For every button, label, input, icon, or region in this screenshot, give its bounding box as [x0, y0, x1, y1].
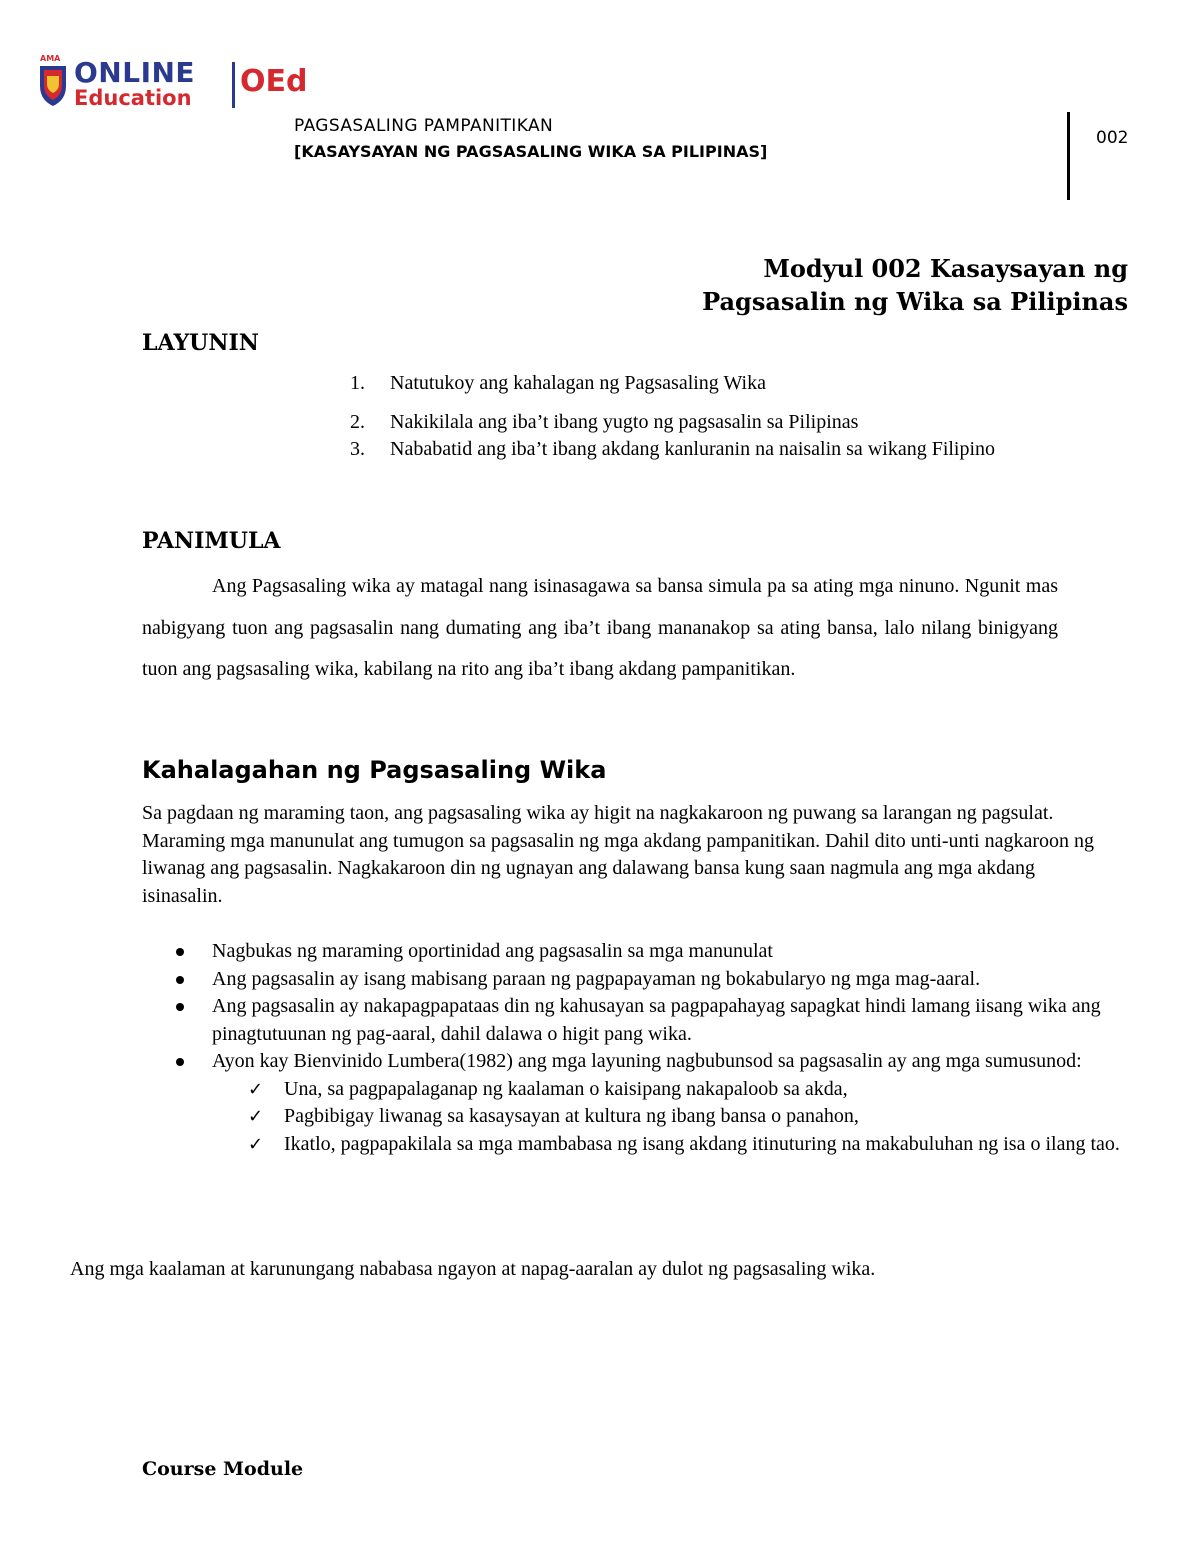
header-title: [KASAYSAYAN NG PAGSASALING WIKA SA PILIPINAS]	[294, 142, 768, 161]
objective-text: Nakikilala ang iba’t ibang yugto ng pagsasalin sa Pilipinas	[390, 411, 859, 433]
logo-online-text: ONLINE	[74, 56, 196, 89]
objective-item	[350, 409, 1080, 436]
bullet-dot-icon	[176, 1058, 184, 1066]
panimula-heading: PANIMULA	[142, 528, 281, 554]
kahalagahan-bullet-list	[142, 938, 1132, 1158]
objective-item	[350, 436, 1080, 463]
bullet-item	[142, 938, 1132, 966]
bullet-dot-icon	[176, 1003, 184, 1011]
bullet-text: Ang pagsasalin ay isang mabisang paraan ng pagpapayaman ng bokabularyo ng mga mag-aaral.	[212, 967, 981, 990]
bullet-dot-icon	[176, 976, 184, 984]
closing-statement: Ang mga kaalaman at karunungang nababasa ngayon at napag-aaralan ay dulot ng pagsasaling wika.	[70, 1258, 876, 1280]
check-item	[212, 1076, 1132, 1104]
kahalagahan-paragraph: Sa pagdaan ng maraming taon, ang pagsasaling wika ay higit na nagkakaroon ng puwang sa larangan ng pagsulat. Maraming mga manunulat ang tumugon sa pagsasalin ng mga akdang pampanitikan. Dahil dito unti-unti nagkaroon ng liwanag ang pagsasalin. Nagkakaroon din ng ugnayan ang dalawang bansa kung saan nagmula ang mga akdang isinasalin.	[142, 802, 1095, 907]
check-item	[212, 1131, 1132, 1159]
check-item	[212, 1103, 1132, 1131]
checkmark-icon: ✓	[248, 1133, 264, 1155]
objectives-list	[350, 370, 1080, 463]
footer-course-module: Course Module	[142, 1458, 304, 1480]
objective-text: Nababatid ang iba’t ibang akdang kanluranin na naisalin sa wikang Filipino	[390, 438, 996, 460]
shield-crest-icon	[38, 62, 68, 108]
bullet-item	[142, 966, 1132, 994]
bullet-text: Ang pagsasalin ay nakapagpapataas din ng kahusayan sa pagpapahayag sapagkat hindi lamang iisang wika ang pinagtutuunan ng pag-aaral, dahil dalawa o higit pang wika.	[212, 995, 1101, 1045]
panimula-paragraph: Ang Pagsasaling wika ay matagal nang isinasagawa sa bansa simula pa sa ating mga ninuno. Ngunit mas nabigyang tuon ang pagsasalin nang dumating ang iba’t ibang mananakop sa ating bansa, lalo nilang binigyang tuon ang pagsasaling wika, kabilang na rito ang iba’t ibang akdang pampanitikan.	[142, 575, 1058, 680]
check-text: Una, sa pagpapalaganap ng kaalaman o kaisipang nakapaloob sa akda,	[284, 1077, 848, 1100]
check-text: Ikatlo, pagpapakilala sa mga mambabasa ng isang akdang itinuturing na makabuluhan ng isa o ilang tao.	[284, 1132, 1120, 1155]
bullet-item	[142, 1048, 1132, 1158]
logo-oed-text: OEd	[240, 64, 308, 99]
objective-number: 1.	[350, 372, 365, 394]
bullet-text: Ayon kay Bienvinido Lumbera(1982) ang mga layuning nagbubunsod sa pagsasalin ay ang mga sumusunod:	[212, 1050, 1082, 1072]
bullet-text: Nagbukas ng maraming oportinidad ang pagsasalin sa mga manunulat	[212, 940, 773, 962]
module-title	[702, 252, 1128, 318]
bullet-item	[142, 993, 1132, 1048]
checkmark-icon: ✓	[248, 1078, 264, 1100]
check-text: Pagbibigay liwanag sa kasaysayan at kultura ng ibang bansa o panahon,	[284, 1105, 859, 1127]
checkmark-icon: ✓	[248, 1106, 264, 1127]
objective-number: 2.	[350, 411, 365, 433]
page-number: 002	[1096, 128, 1129, 148]
header-subtitle: PAGSASALING PAMPANITIKAN	[294, 116, 554, 136]
objective-text: Natutukoy ang kahalagan ng Pagsasaling Wika	[390, 372, 766, 394]
layunin-heading: LAYUNIN	[142, 330, 259, 356]
logo-education-text: Education	[74, 86, 192, 110]
logo-separator	[232, 62, 235, 108]
module-title-line2: Pagsasalin ng Wika sa Pilipinas	[702, 287, 1128, 316]
online-education-logo	[36, 54, 308, 114]
objective-item	[350, 370, 1080, 397]
logo-ama-tag: AMA	[40, 54, 61, 63]
header-divider	[1067, 112, 1070, 200]
kahalagahan-heading: Kahalagahan ng Pagsasaling Wika	[142, 756, 607, 784]
objective-number: 3.	[350, 438, 365, 460]
lumbera-checklist	[212, 1076, 1132, 1159]
bullet-dot-icon	[176, 948, 184, 956]
module-title-line1: Modyul 002 Kasaysayan ng	[763, 254, 1128, 283]
